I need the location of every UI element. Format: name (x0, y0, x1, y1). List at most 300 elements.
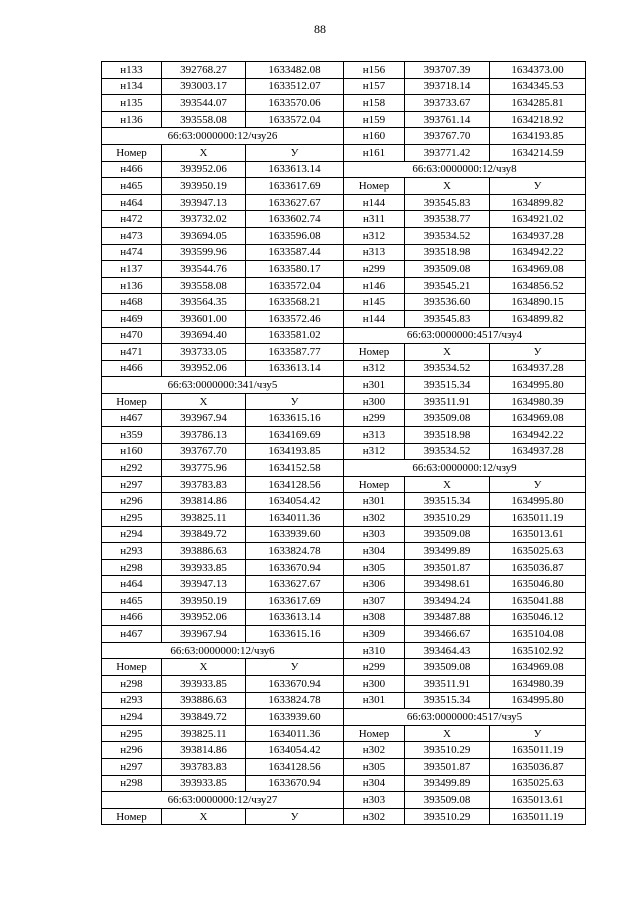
point-cell: 393950.19 (162, 593, 246, 610)
header-cell: Номер (102, 808, 162, 825)
point-cell: н298 (102, 675, 162, 692)
table-row (102, 808, 586, 825)
point-cell: 1635011.19 (490, 808, 586, 825)
point-cell: 393849.72 (162, 709, 246, 726)
header-cell: Х (162, 144, 246, 161)
point-cell: 1633613.14 (246, 609, 344, 626)
point-cell: 1634890.15 (490, 294, 586, 311)
point-cell: 1634054.42 (246, 742, 344, 759)
point-cell: 393786.13 (162, 427, 246, 444)
point-cell: н307 (344, 593, 405, 610)
point-cell: н303 (344, 526, 405, 543)
table-row (102, 675, 586, 692)
point-cell: 1635102.92 (490, 642, 586, 659)
point-cell: н296 (102, 742, 162, 759)
point-cell: н293 (102, 543, 162, 560)
point-cell: 393509.08 (405, 526, 490, 543)
point-cell: 393509.08 (405, 792, 490, 809)
parcel-id-cell: 66:63:0000000:4517/чзу5 (344, 709, 586, 726)
point-cell: 1634969.08 (490, 659, 586, 676)
table-row (102, 775, 586, 792)
point-cell: н292 (102, 460, 162, 477)
header-cell: У (246, 808, 344, 825)
point-cell: н160 (344, 128, 405, 145)
point-cell: 1635036.87 (490, 559, 586, 576)
point-cell: 393538.77 (405, 211, 490, 228)
table-row (102, 659, 586, 676)
point-cell: 393464.43 (405, 642, 490, 659)
point-cell: н144 (344, 194, 405, 211)
point-cell: 393783.83 (162, 758, 246, 775)
header-cell: Х (405, 476, 490, 493)
point-cell: н470 (102, 327, 162, 344)
point-cell: 1635036.87 (490, 758, 586, 775)
point-cell: н465 (102, 178, 162, 195)
point-cell: 393952.06 (162, 360, 246, 377)
point-cell: 1633939.60 (246, 709, 344, 726)
header-cell: Х (162, 659, 246, 676)
point-cell: 393967.94 (162, 410, 246, 427)
header-cell: Х (162, 808, 246, 825)
point-cell: 393767.70 (405, 128, 490, 145)
point-cell: 393534.52 (405, 360, 490, 377)
coordinates-table (101, 61, 586, 825)
point-cell: 393509.08 (405, 261, 490, 278)
table-row (102, 476, 586, 493)
point-cell: 393933.85 (162, 675, 246, 692)
point-cell: н304 (344, 775, 405, 792)
point-cell: 393510.29 (405, 808, 490, 825)
parcel-id-cell: 66:63:0000000:12/чзу6 (102, 642, 344, 659)
point-cell: н466 (102, 609, 162, 626)
point-cell: 1634193.85 (246, 443, 344, 460)
point-cell: 1635046.12 (490, 609, 586, 626)
point-cell: н294 (102, 709, 162, 726)
point-cell: н145 (344, 294, 405, 311)
point-cell: н300 (344, 393, 405, 410)
header-cell: Х (405, 178, 490, 195)
point-cell: н298 (102, 775, 162, 792)
point-cell: н465 (102, 593, 162, 610)
table-row (102, 709, 586, 726)
point-cell: н469 (102, 310, 162, 327)
point-cell: 393515.34 (405, 493, 490, 510)
point-cell: 1633670.94 (246, 559, 344, 576)
point-cell: н312 (344, 360, 405, 377)
point-cell: 393707.39 (405, 62, 490, 79)
header-cell: У (246, 659, 344, 676)
header-cell: Номер (102, 659, 162, 676)
header-cell: У (490, 476, 586, 493)
table-row (102, 642, 586, 659)
point-cell: 393518.98 (405, 244, 490, 261)
point-cell: 393501.87 (405, 758, 490, 775)
point-cell: 1633512.07 (246, 78, 344, 95)
point-cell: н304 (344, 543, 405, 560)
point-cell: 1634980.39 (490, 393, 586, 410)
point-cell: 1633482.08 (246, 62, 344, 79)
header-cell: Номер (344, 178, 405, 195)
point-cell: 393767.70 (162, 443, 246, 460)
table-row (102, 526, 586, 543)
parcel-id-cell: 66:63:0000000:12/чзу27 (102, 792, 344, 809)
point-cell: н473 (102, 227, 162, 244)
point-cell: 393947.13 (162, 576, 246, 593)
point-cell: 393544.76 (162, 261, 246, 278)
point-cell: н466 (102, 161, 162, 178)
point-cell: 1633615.16 (246, 626, 344, 643)
point-cell: 393510.29 (405, 510, 490, 527)
point-cell: 393718.14 (405, 78, 490, 95)
point-cell: 393825.11 (162, 510, 246, 527)
point-cell: 1634169.69 (246, 427, 344, 444)
table-row (102, 393, 586, 410)
point-cell: 393558.08 (162, 111, 246, 128)
point-cell: 1634345.53 (490, 78, 586, 95)
point-cell: 393003.17 (162, 78, 246, 95)
point-cell: 1634942.22 (490, 427, 586, 444)
table-row (102, 576, 586, 593)
parcel-id-cell: 66:63:0000000:12/чзу26 (102, 128, 344, 145)
header-cell: У (246, 393, 344, 410)
header-cell: Х (405, 725, 490, 742)
point-cell: 1634054.42 (246, 493, 344, 510)
table-row (102, 377, 586, 394)
point-cell: н137 (102, 261, 162, 278)
point-cell: 1633570.06 (246, 95, 344, 112)
table-row (102, 310, 586, 327)
point-cell: н472 (102, 211, 162, 228)
point-cell: н471 (102, 344, 162, 361)
point-cell: н300 (344, 675, 405, 692)
point-cell: 1634285.81 (490, 95, 586, 112)
table-row (102, 178, 586, 195)
point-cell: 393558.08 (162, 277, 246, 294)
point-cell: н133 (102, 62, 162, 79)
point-cell: 1635013.61 (490, 526, 586, 543)
point-cell: 393545.21 (405, 277, 490, 294)
parcel-id-cell: 66:63:0000000:341/чзу5 (102, 377, 344, 394)
point-cell: 392768.27 (162, 62, 246, 79)
table-row (102, 742, 586, 759)
point-cell: 393694.40 (162, 327, 246, 344)
table-row (102, 559, 586, 576)
point-cell: 393732.02 (162, 211, 246, 228)
point-cell: 1633627.67 (246, 194, 344, 211)
point-cell: н302 (344, 510, 405, 527)
point-cell: 393933.85 (162, 559, 246, 576)
table-row (102, 543, 586, 560)
point-cell: 1635011.19 (490, 742, 586, 759)
point-cell: н298 (102, 559, 162, 576)
point-cell: 1634856.52 (490, 277, 586, 294)
point-cell: н467 (102, 626, 162, 643)
point-cell: 1634011.36 (246, 725, 344, 742)
point-cell: н301 (344, 377, 405, 394)
point-cell: 1633939.60 (246, 526, 344, 543)
table-row (102, 758, 586, 775)
point-cell: 393599.96 (162, 244, 246, 261)
point-cell: 1634937.28 (490, 443, 586, 460)
header-cell: Номер (102, 393, 162, 410)
header-cell: Номер (344, 344, 405, 361)
table-row (102, 410, 586, 427)
point-cell: 1634152.58 (246, 460, 344, 477)
header-cell: Х (162, 393, 246, 410)
table-row (102, 227, 586, 244)
point-cell: 1633824.78 (246, 692, 344, 709)
point-cell: 393499.89 (405, 775, 490, 792)
point-cell: 1635011.19 (490, 510, 586, 527)
point-cell: н308 (344, 609, 405, 626)
table-row (102, 493, 586, 510)
header-cell: У (246, 144, 344, 161)
point-cell: н144 (344, 310, 405, 327)
point-cell: 393950.19 (162, 178, 246, 195)
point-cell: 1635025.63 (490, 775, 586, 792)
point-cell: н302 (344, 742, 405, 759)
point-cell: н359 (102, 427, 162, 444)
point-cell: н135 (102, 95, 162, 112)
point-cell: 393947.13 (162, 194, 246, 211)
point-cell: н297 (102, 476, 162, 493)
table-row (102, 144, 586, 161)
point-cell: н295 (102, 510, 162, 527)
point-cell: 1634899.82 (490, 310, 586, 327)
point-cell: н134 (102, 78, 162, 95)
point-cell: н301 (344, 692, 405, 709)
table-row (102, 725, 586, 742)
point-cell: 1634942.22 (490, 244, 586, 261)
point-cell: 393534.52 (405, 443, 490, 460)
point-cell: 393515.34 (405, 692, 490, 709)
point-cell: 393499.89 (405, 543, 490, 560)
point-cell: 1633580.17 (246, 261, 344, 278)
point-cell: 1634937.28 (490, 360, 586, 377)
point-cell: 393564.35 (162, 294, 246, 311)
point-cell: 393601.00 (162, 310, 246, 327)
point-cell: 1634995.80 (490, 692, 586, 709)
point-cell: 393849.72 (162, 526, 246, 543)
point-cell: 1633572.04 (246, 277, 344, 294)
point-cell: н309 (344, 626, 405, 643)
point-cell: н297 (102, 758, 162, 775)
table-row (102, 62, 586, 79)
table-row (102, 593, 586, 610)
point-cell: н466 (102, 360, 162, 377)
point-cell: 393534.52 (405, 227, 490, 244)
table-row (102, 294, 586, 311)
point-cell: 393952.06 (162, 609, 246, 626)
point-cell: 393952.06 (162, 161, 246, 178)
table-row (102, 692, 586, 709)
table-row (102, 510, 586, 527)
point-cell: 1634969.08 (490, 261, 586, 278)
point-cell: 393545.83 (405, 310, 490, 327)
point-cell: 393545.83 (405, 194, 490, 211)
point-cell: 393761.14 (405, 111, 490, 128)
point-cell: 1634218.92 (490, 111, 586, 128)
point-cell: н305 (344, 758, 405, 775)
point-cell: н161 (344, 144, 405, 161)
point-cell: н310 (344, 642, 405, 659)
table-row (102, 344, 586, 361)
table-row (102, 327, 586, 344)
table-row (102, 78, 586, 95)
point-cell: 393886.63 (162, 692, 246, 709)
point-cell: 1634373.00 (490, 62, 586, 79)
point-cell: 393509.08 (405, 410, 490, 427)
point-cell: 1633613.14 (246, 161, 344, 178)
parcel-id-cell: 66:63:0000000:4517/чзу4 (344, 327, 586, 344)
page-number: 88 (314, 22, 326, 36)
point-cell: 393886.63 (162, 543, 246, 560)
point-cell: 1634937.28 (490, 227, 586, 244)
point-cell: н303 (344, 792, 405, 809)
point-cell: 393515.34 (405, 377, 490, 394)
point-cell: 393518.98 (405, 427, 490, 444)
point-cell: 1633824.78 (246, 543, 344, 560)
point-cell: 1634995.80 (490, 493, 586, 510)
point-cell: 1633596.08 (246, 227, 344, 244)
point-cell: н299 (344, 659, 405, 676)
point-cell: 1635041.88 (490, 593, 586, 610)
point-cell: 393733.05 (162, 344, 246, 361)
parcel-id-cell: 66:63:0000000:12/чзу9 (344, 460, 586, 477)
point-cell: 393487.88 (405, 609, 490, 626)
point-cell: 1633587.77 (246, 344, 344, 361)
point-cell: н146 (344, 277, 405, 294)
point-cell: 393510.29 (405, 742, 490, 759)
point-cell: н302 (344, 808, 405, 825)
table-row (102, 244, 586, 261)
point-cell: 1634011.36 (246, 510, 344, 527)
point-cell: 393694.05 (162, 227, 246, 244)
point-cell: 393933.85 (162, 775, 246, 792)
point-cell: 1633615.16 (246, 410, 344, 427)
point-cell: 1634128.56 (246, 758, 344, 775)
point-cell: 1633602.74 (246, 211, 344, 228)
table-row (102, 194, 586, 211)
point-cell: н296 (102, 493, 162, 510)
point-cell: 1633572.46 (246, 310, 344, 327)
point-cell: 393967.94 (162, 626, 246, 643)
point-cell: 1635025.63 (490, 543, 586, 560)
table-row (102, 460, 586, 477)
point-cell: н301 (344, 493, 405, 510)
point-cell: 1635046.80 (490, 576, 586, 593)
point-cell: н312 (344, 227, 405, 244)
point-cell: н464 (102, 576, 162, 593)
table-row (102, 443, 586, 460)
point-cell: 1633581.02 (246, 327, 344, 344)
table-row (102, 161, 586, 178)
point-cell: 393814.86 (162, 493, 246, 510)
table-row (102, 427, 586, 444)
point-cell: н293 (102, 692, 162, 709)
header-cell: У (490, 344, 586, 361)
point-cell: 393501.87 (405, 559, 490, 576)
point-cell: н306 (344, 576, 405, 593)
point-cell: 1634921.02 (490, 211, 586, 228)
header-cell: Номер (344, 725, 405, 742)
point-cell: 1634969.08 (490, 410, 586, 427)
point-cell: н474 (102, 244, 162, 261)
table-row (102, 128, 586, 145)
point-cell: н299 (344, 261, 405, 278)
header-cell: Х (405, 344, 490, 361)
table-row (102, 360, 586, 377)
table-row (102, 211, 586, 228)
table-row (102, 626, 586, 643)
point-cell: н468 (102, 294, 162, 311)
point-cell: 1634995.80 (490, 377, 586, 394)
point-cell: н157 (344, 78, 405, 95)
point-cell: н299 (344, 410, 405, 427)
header-cell: У (490, 725, 586, 742)
point-cell: 1634899.82 (490, 194, 586, 211)
point-cell: н136 (102, 111, 162, 128)
point-cell: 393511.91 (405, 675, 490, 692)
point-cell: 1633617.69 (246, 593, 344, 610)
point-cell: н295 (102, 725, 162, 742)
parcel-id-cell: 66:63:0000000:12/чзу8 (344, 161, 586, 178)
point-cell: 1635013.61 (490, 792, 586, 809)
header-cell: Номер (344, 476, 405, 493)
point-cell: 1633670.94 (246, 775, 344, 792)
point-cell: 1633587.44 (246, 244, 344, 261)
point-cell: 1633613.14 (246, 360, 344, 377)
table-row (102, 277, 586, 294)
point-cell: 393771.42 (405, 144, 490, 161)
point-cell: 1633572.04 (246, 111, 344, 128)
table-row (102, 95, 586, 112)
point-cell: 393498.61 (405, 576, 490, 593)
point-cell: н294 (102, 526, 162, 543)
point-cell: 1633617.69 (246, 178, 344, 195)
point-cell: н313 (344, 244, 405, 261)
point-cell: н159 (344, 111, 405, 128)
point-cell: 393814.86 (162, 742, 246, 759)
point-cell: 1634193.85 (490, 128, 586, 145)
point-cell: 393544.07 (162, 95, 246, 112)
point-cell: н311 (344, 211, 405, 228)
point-cell: 393466.67 (405, 626, 490, 643)
point-cell: 1633670.94 (246, 675, 344, 692)
table-row (102, 792, 586, 809)
point-cell: 393509.08 (405, 659, 490, 676)
point-cell: 393511.91 (405, 393, 490, 410)
point-cell: 393783.83 (162, 476, 246, 493)
table-row (102, 609, 586, 626)
table-row (102, 111, 586, 128)
point-cell: 1634128.56 (246, 476, 344, 493)
table-row (102, 261, 586, 278)
point-cell: 393825.11 (162, 725, 246, 742)
point-cell: 1634214.59 (490, 144, 586, 161)
point-cell: н156 (344, 62, 405, 79)
point-cell: н467 (102, 410, 162, 427)
point-cell: 393775.96 (162, 460, 246, 477)
point-cell: н464 (102, 194, 162, 211)
point-cell: 393733.67 (405, 95, 490, 112)
point-cell: 393494.24 (405, 593, 490, 610)
header-cell: У (490, 178, 586, 195)
header-cell: Номер (102, 144, 162, 161)
point-cell: 393536.60 (405, 294, 490, 311)
point-cell: 1633627.67 (246, 576, 344, 593)
point-cell: н312 (344, 443, 405, 460)
